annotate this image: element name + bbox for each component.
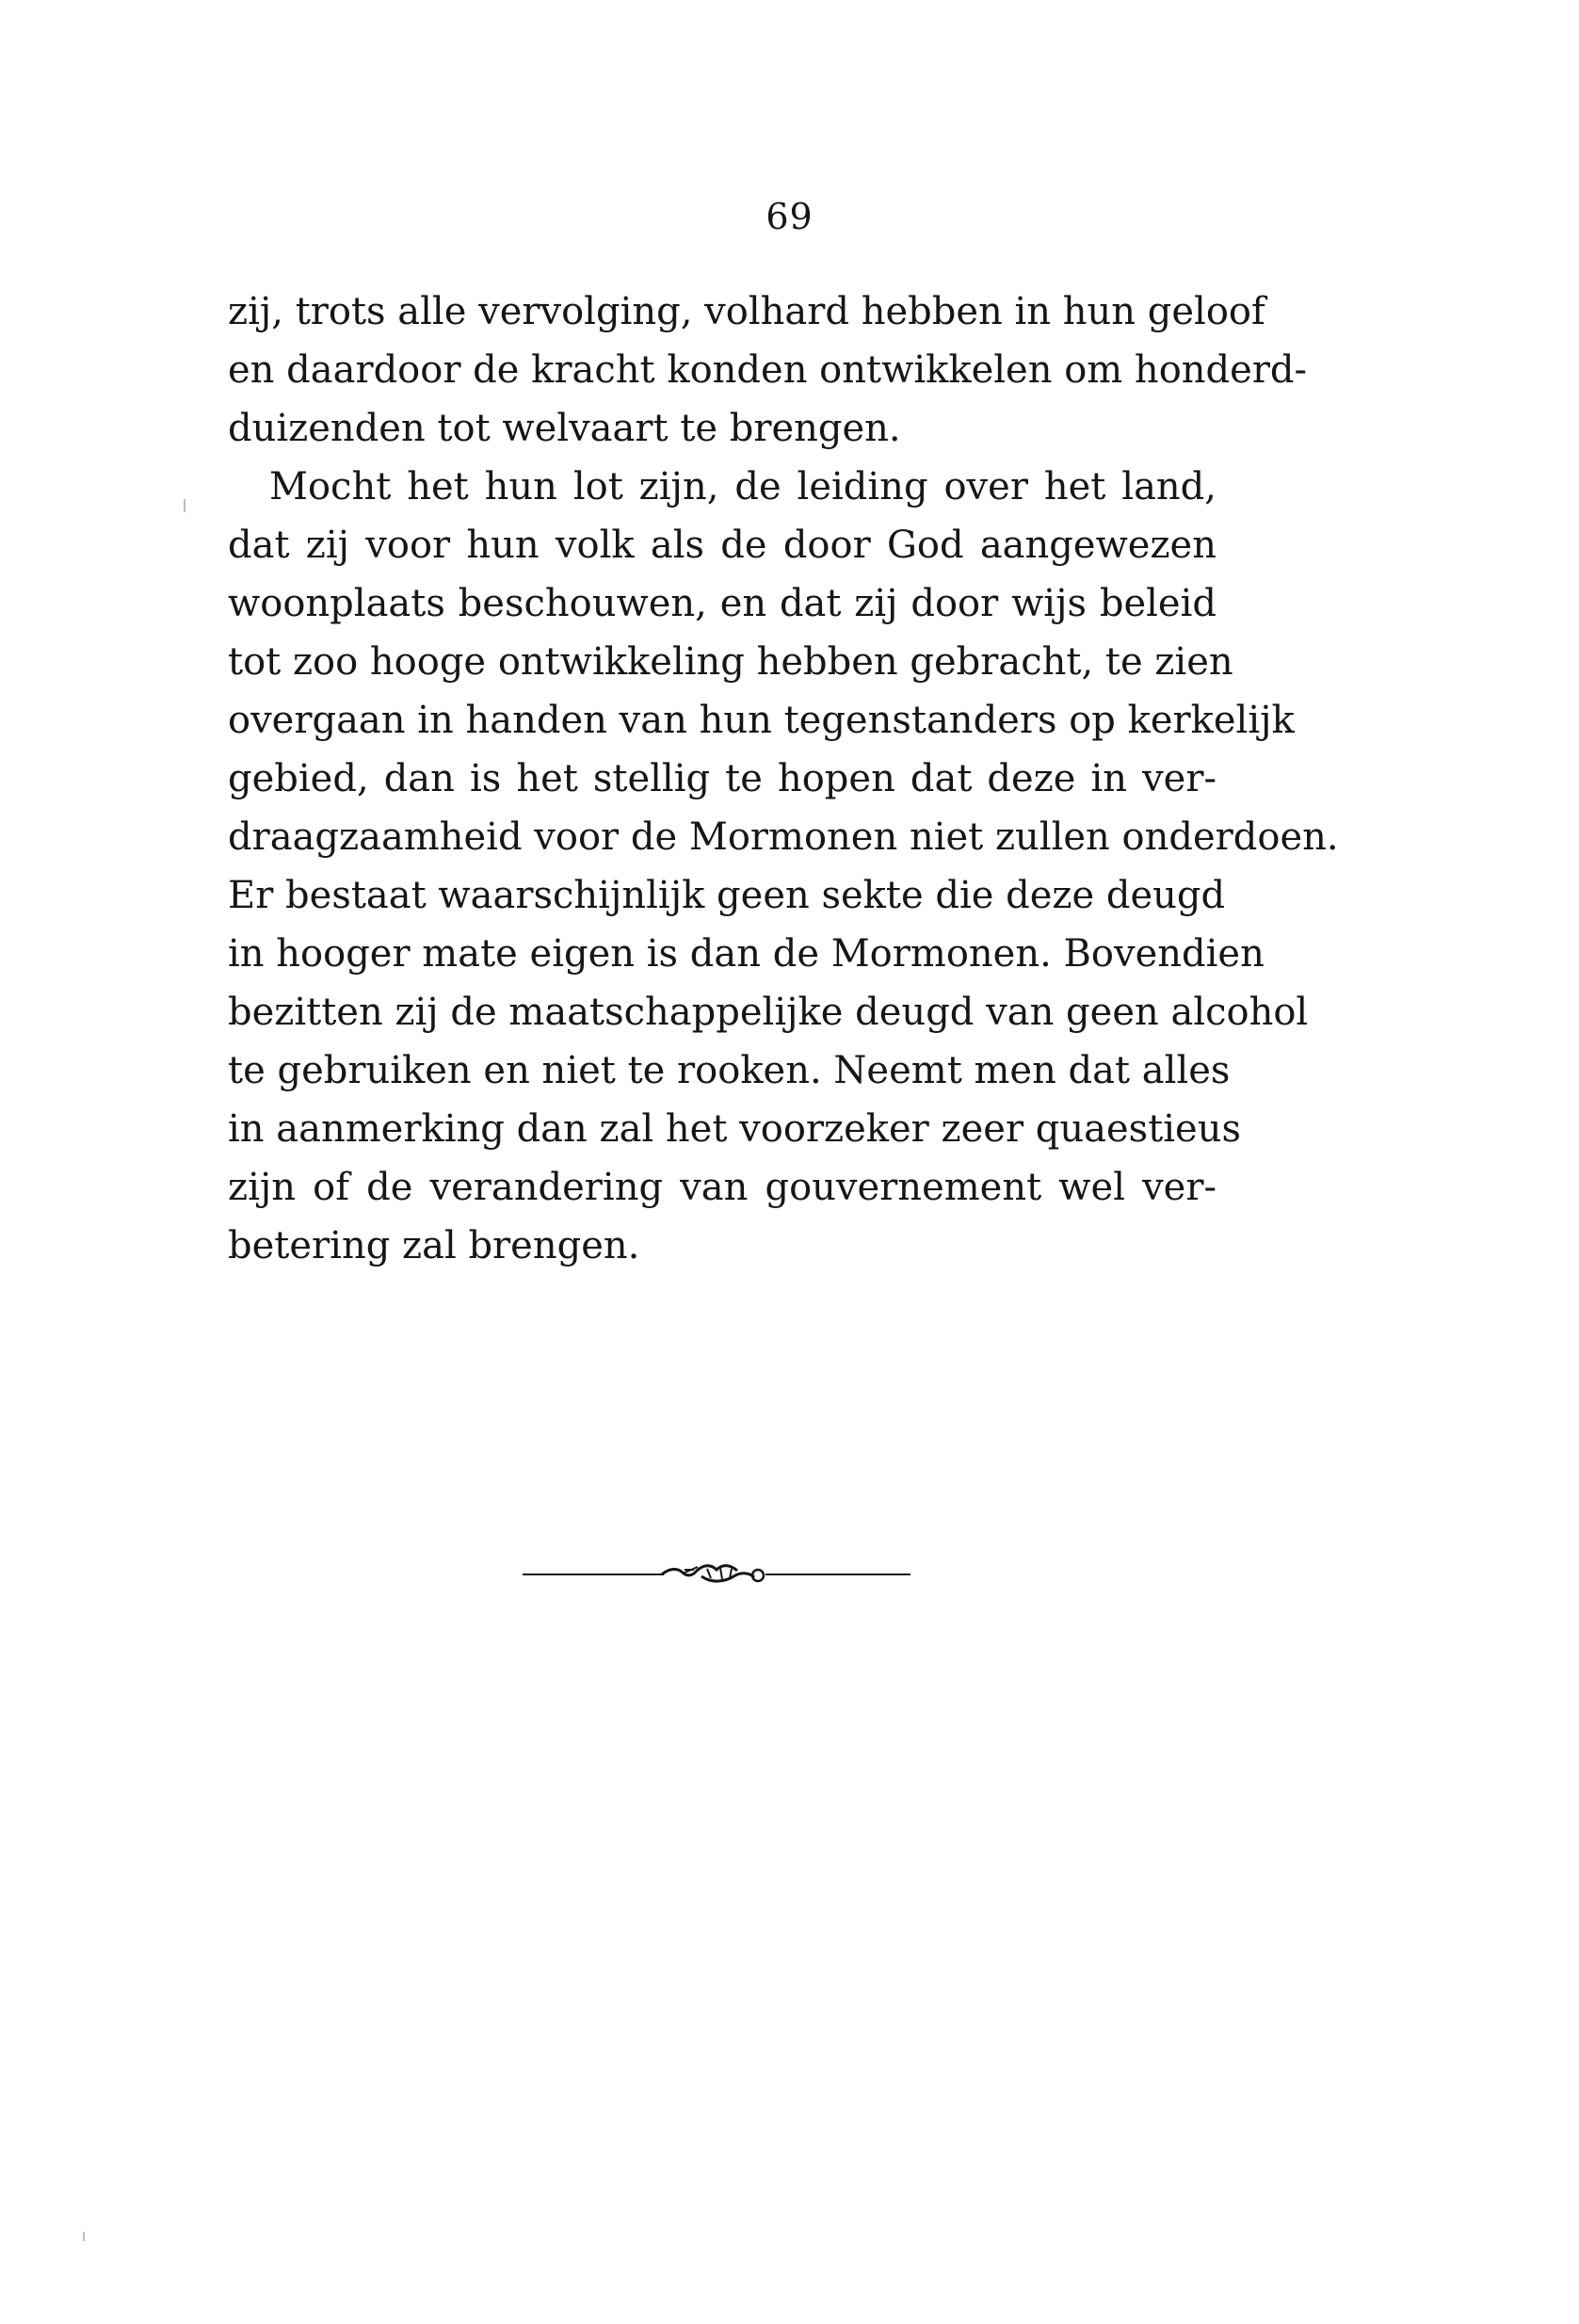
text-line: betering zal brengen. — [228, 1224, 640, 1267]
vignette-divider-icon — [523, 1560, 910, 1589]
text-line: Mocht het hun lot zijn, de leiding over het land, — [269, 465, 1216, 508]
paragraph-1 — [228, 282, 1308, 458]
text-line: zij, trots alle vervolging, volhard hebben in hun geloof — [228, 290, 1265, 333]
text-line: woonplaats beschouwen, en dat zij door wijs beleid — [228, 582, 1216, 625]
text-line: Er bestaat waarschijnlijk geen sekte die deze deugd — [228, 874, 1226, 917]
body-text — [228, 282, 1339, 1275]
text-line: en daardoor de kracht konden ontwikkelen om honderd- — [228, 348, 1308, 392]
text-line: in aanmerking dan zal het voorzeker zeer quaestieus — [228, 1107, 1242, 1151]
text-line: overgaan in handen van hun tegenstanders op kerkelijk — [228, 699, 1295, 742]
page-number: 69 — [765, 196, 814, 237]
scan-mark — [184, 499, 185, 512]
text-line: tot zoo hooge ontwikkeling hebben gebracht, te zien — [228, 640, 1233, 684]
text-line: in hooger mate eigen is dan de Mormonen. Bovendien — [228, 932, 1265, 976]
text-line: te gebruiken en niet te rooken. Neemt men dat alles — [228, 1049, 1231, 1092]
text-line: draagzaamheid voor de Mormonen niet zullen onderdoen. — [228, 815, 1339, 859]
paragraph-2 — [228, 458, 1339, 1275]
text-line: duizenden tot welvaart te brengen. — [228, 407, 901, 450]
text-line: zijn of de verandering van gouvernement wel ver- — [228, 1166, 1216, 1209]
text-line: gebied, dan is het stellig te hopen dat deze in ver- — [228, 757, 1216, 800]
scan-mark — [83, 2232, 85, 2241]
text-line: dat zij voor hun volk als de door God aangewezen — [228, 524, 1216, 567]
text-line: bezitten zij de maatschappelijke deugd van geen alcohol — [228, 991, 1309, 1034]
